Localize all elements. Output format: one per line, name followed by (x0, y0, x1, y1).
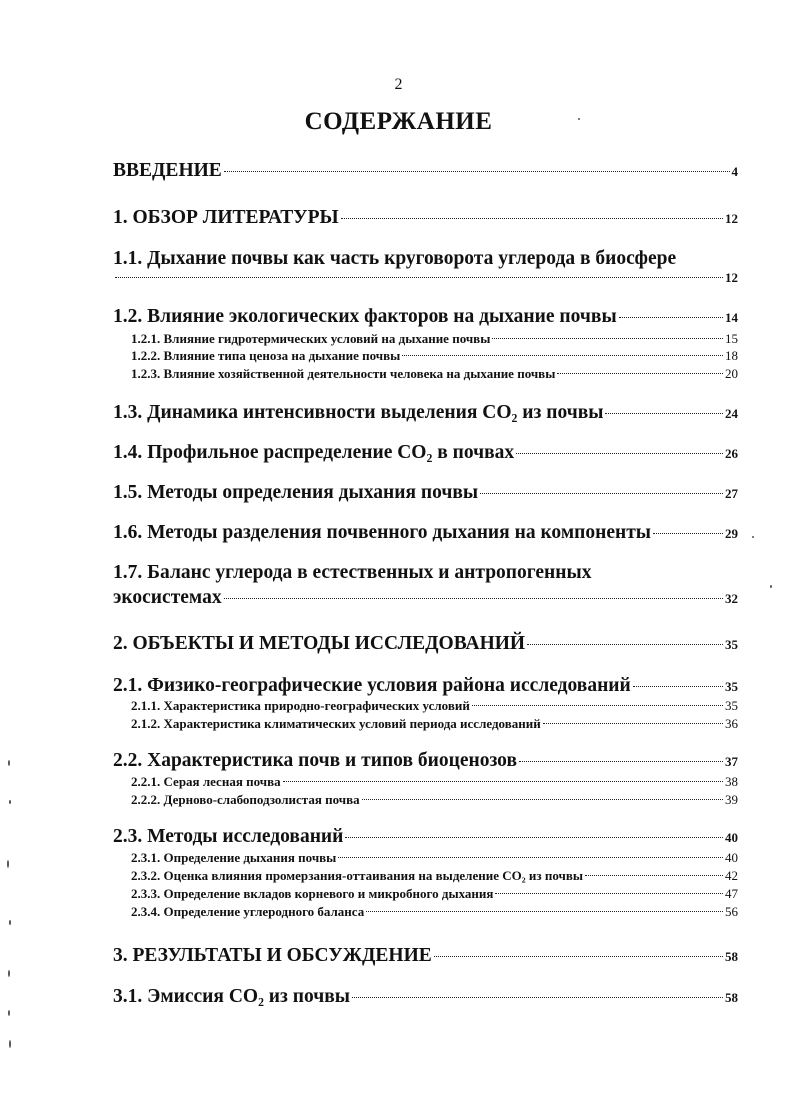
toc-entry-1-3: 1.3. Динамика интенсивности выделения CO₂ из почвы 24 (113, 402, 738, 423)
toc-entry-1-2-2: 1.2.2. Влияние типа ценоза на дыхание почвы 18 (131, 348, 738, 363)
toc-entry-1-7-cont: экосистемах 32 (113, 587, 738, 608)
toc-entry-2-1-1: 2.1.1. Характеристика природно-географических условий 35 (131, 698, 738, 713)
toc-entry-2-3-1: 2.3.1. Определение дыхания почвы 40 (131, 850, 738, 865)
toc-entry-introduction: ВВЕДЕНИЕ 4 (113, 160, 738, 181)
toc-entry-2-2-2: 2.2.2. Дерново-слабоподзолистая почва 39 (131, 792, 738, 807)
toc-entry-3: 3. РЕЗУЛЬТАТЫ И ОБСУЖДЕНИЕ 58 (113, 945, 738, 966)
toc-entry-2-3-4: 2.3.4. Определение углеродного баланса 56 (131, 904, 738, 919)
toc-entry-1: 1. ОБЗОР ЛИТЕРАТУРЫ 12 (113, 207, 738, 228)
toc-entry-2-1: 2.1. Физико-географические условия района исследований 35 (113, 675, 738, 696)
toc-entry-3-1: 3.1. Эмиссия CO₂ из почвы 58 (113, 986, 738, 1007)
toc-entry-1-7: 1.7. Баланс углерода в естественных и антропогенных (113, 562, 592, 583)
toc-entry-1-5: 1.5. Методы определения дыхания почвы 27 (113, 482, 738, 503)
toc-entry-2: 2. ОБЪЕКТЫ И МЕТОДЫ ИССЛЕДОВАНИЙ 35 (113, 633, 738, 654)
toc-entry-2-1-2: 2.1.2. Характеристика климатических условий периода исследований 36 (131, 716, 738, 731)
toc-entry-2-3-3: 2.3.3. Определение вкладов корневого и микробного дыхания 47 (131, 886, 738, 901)
page-title: СОДЕРЖАНИЕ (304, 108, 493, 135)
toc-entry-1-2: 1.2. Влияние экологических факторов на дыхание почвы 14 (113, 306, 738, 327)
toc-entry-1-2-1: 1.2.1. Влияние гидротермических условий на дыхание почвы 15 (131, 331, 738, 346)
toc-entry-1-1: 1.1. Дыхание почвы как часть круговорота углерода в биосфере (113, 248, 677, 269)
toc-entry-2-3: 2.3. Методы исследований 40 (113, 826, 738, 847)
toc-entry-2-3-2: 2.3.2. Оценка влияния промерзания-оттаивания на выделение CO₂ из почвы 42 (131, 868, 738, 883)
toc-entry-1-6: 1.6. Методы разделения почвенного дыхания на компоненты 29 (113, 522, 738, 543)
toc-entry-2-2: 2.2. Характеристика почв и типов биоценозов 37 (113, 750, 738, 771)
page-number: 2 (394, 76, 403, 93)
toc-entry-2-2-1: 2.2.1. Серая лесная почва 38 (131, 774, 738, 789)
toc-entry-1-1-page: 12 (113, 270, 738, 286)
toc-entry-1-2-3: 1.2.3. Влияние хозяйственной деятельности человека на дыхание почвы 20 (131, 366, 738, 381)
toc-entry-1-4: 1.4. Профильное распределение CO₂ в почвах 26 (113, 442, 738, 463)
